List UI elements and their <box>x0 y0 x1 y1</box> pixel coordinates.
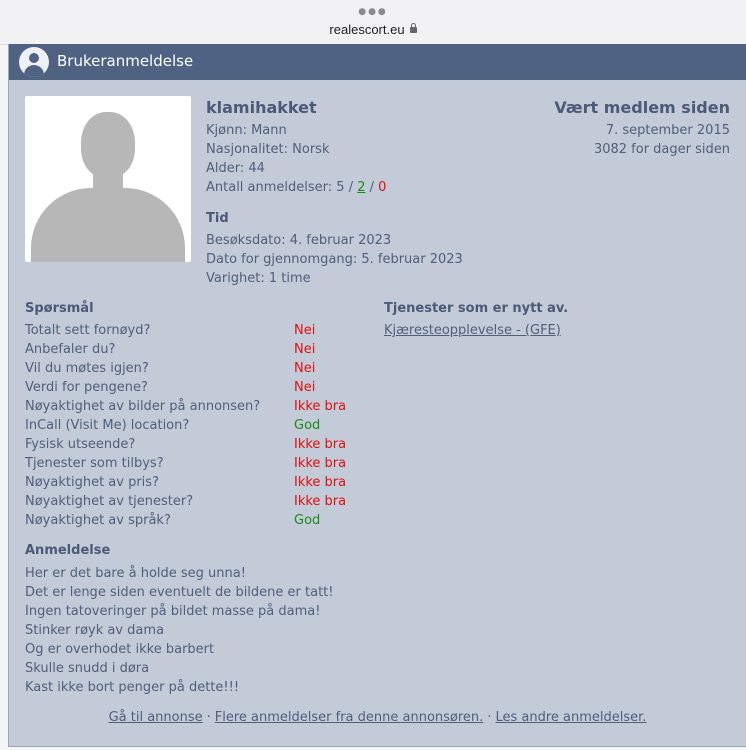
question-row <box>25 342 365 361</box>
question-text: Nøyaktighet av pris? <box>25 475 159 490</box>
member-since-days: 3082 for dager siden <box>593 142 730 157</box>
card-title: Brukeranmeldelse <box>57 52 194 70</box>
question-text: Anbefaler du? <box>25 342 116 357</box>
review-count <box>206 180 386 195</box>
question-text: Fysisk utseende? <box>25 437 136 452</box>
question-row <box>25 513 365 532</box>
review-line: Og er overhodet ikke barbert <box>25 642 215 657</box>
avatar-placeholder <box>25 96 191 262</box>
browser-bar <box>0 0 746 45</box>
answer-text: Nei <box>294 342 316 357</box>
time-heading: Tid <box>206 211 229 226</box>
question-row <box>25 456 365 475</box>
answer-text: Nei <box>294 380 316 395</box>
answer-text: God <box>294 513 321 528</box>
question-text: Tjenester som tilbys? <box>25 456 164 471</box>
card-header <box>9 44 746 80</box>
visit-date: Besøksdato: 4. februar 2023 <box>206 233 392 248</box>
review-line: Ingen tatoveringer på bildet masse på dama! <box>25 604 321 619</box>
question-text: InCall (Visit Me) location? <box>25 418 190 433</box>
positive-count[interactable]: 2 <box>357 180 366 195</box>
answer-text: Nei <box>294 361 316 376</box>
answer-text: God <box>294 418 321 433</box>
user-icon <box>19 47 49 77</box>
member-since-date: 7. september 2015 <box>605 123 730 138</box>
question-row <box>25 399 365 418</box>
age: Alder: 44 <box>206 161 265 176</box>
question-row <box>25 380 365 399</box>
questions-heading: Spørsmål <box>25 301 94 316</box>
answer-text: Ikke bra <box>294 437 347 452</box>
footer-separator: · <box>206 710 211 725</box>
go-to-ad-link[interactable]: Gå til annonse <box>108 710 203 725</box>
question-text: Vil du møtes igjen? <box>25 361 149 376</box>
question-text: Nøyaktighet av bilder på annonsen? <box>25 399 261 414</box>
lock-icon <box>410 27 417 33</box>
review-line: Her er det bare å holde seg unna! <box>25 566 246 581</box>
other-reviews-link[interactable]: Les andre anmeldelser. <box>495 710 647 725</box>
answer-text: Ikke bra <box>294 456 347 471</box>
question-row <box>25 418 365 437</box>
more-dots-icon[interactable]: ●●● <box>358 7 388 17</box>
nationality: Nasjonalitet: Norsk <box>206 142 330 157</box>
review-count-label: Antall anmeldelser: 5 / <box>206 180 358 195</box>
username: klamihakket <box>206 98 317 117</box>
review-count-separator: / <box>365 180 379 195</box>
footer-separator: · <box>487 710 492 725</box>
review-date: Dato for gjennomgang: 5. februar 2023 <box>206 252 463 267</box>
review-line: Kast ikke bort penger på dette!!! <box>25 680 240 695</box>
question-row <box>25 361 365 380</box>
gender: Kjønn: Mann <box>206 123 287 138</box>
review-line: Stinker røyk av dama <box>25 623 165 638</box>
service-link-gfe[interactable]: Kjæresteopplevelse - (GFE) <box>384 323 561 338</box>
negative-count[interactable]: 0 <box>378 180 387 195</box>
answer-text: Ikke bra <box>294 475 347 490</box>
question-row <box>25 323 365 342</box>
question-text: Nøyaktighet av språk? <box>25 513 171 528</box>
answer-text: Nei <box>294 323 316 338</box>
review-heading: Anmeldelse <box>25 543 111 558</box>
question-text: Nøyaktighet av tjenester? <box>25 494 194 509</box>
answer-text: Ikke bra <box>294 399 347 414</box>
more-reviews-link[interactable]: Flere anmeldelser fra denne annonsøren. <box>214 710 484 725</box>
answer-text: Ikke bra <box>294 494 347 509</box>
review-line: Skulle snudd i døra <box>25 661 150 676</box>
footer-links <box>9 710 746 725</box>
question-text: Totalt sett fornøyd? <box>25 323 151 338</box>
review-line: Det er lenge siden eventuelt de bildene er tatt! <box>25 585 334 600</box>
member-since-title: Vært medlem siden <box>554 98 730 117</box>
url-text: realescort.eu <box>329 22 405 37</box>
review-card <box>8 44 746 747</box>
services-heading: Tjenester som er nytt av. <box>384 301 569 316</box>
duration: Varighet: 1 time <box>206 271 311 286</box>
question-row <box>25 475 365 494</box>
question-row <box>25 437 365 456</box>
question-text: Verdi for pengene? <box>25 380 148 395</box>
address-bar[interactable] <box>0 22 746 37</box>
question-row <box>25 494 365 513</box>
